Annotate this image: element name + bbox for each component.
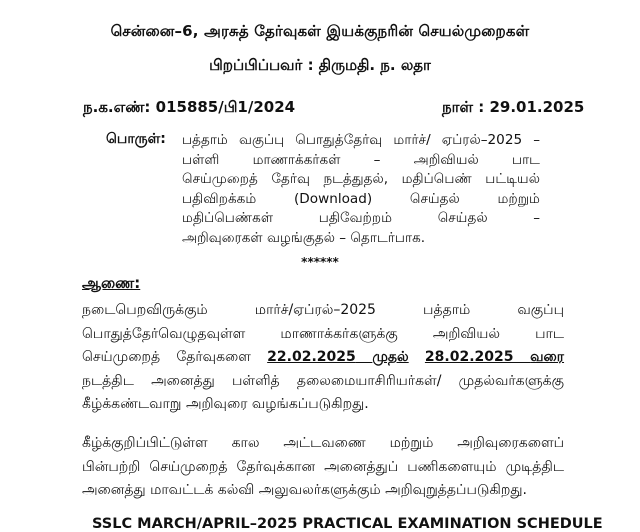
subject-line: செய்முறைத் தேர்வு நடத்துதல், மதிப்பெண் பட்டியல் (182, 171, 540, 187)
end-date: 28.02.2025 வரை (424, 349, 565, 365)
subject-line: அறிவுரைகள் வழங்குதல் – தொடர்பாக. (182, 229, 426, 246)
paragraph-line: நடத்திட அனைத்து பள்ளித் தலைமையாசிரியர்கள்/ முதல்வர்களுக்கு (82, 372, 564, 389)
subject-line: மதிப்பெண்கள் பதிவேற்றம் செய்தல் – (182, 210, 540, 226)
subject-line: பதிவிறக்கம் (Download) செய்தல் மற்றும் (182, 190, 540, 207)
subject-text (182, 131, 540, 248)
department-header: சென்னை–6, அரசுத் தேர்வுகள் இயக்குநரின் செயல்முறைகள் (110, 22, 530, 40)
reference-number: ந.க.எண்: 015885/பி1/2024 (83, 98, 296, 116)
subject-line: பத்தாம் வகுப்பு பொதுத்தேர்வு மார்ச்/ ஏப்ரல்–2025 – (182, 132, 540, 148)
subject-line: பள்ளி மாணாக்கர்கள் – அறிவியல் பாட (182, 151, 540, 168)
order-paragraph-1 (82, 299, 564, 417)
subject-label: பொருள்: (106, 131, 166, 147)
dates-prefix: செய்முறைத் தேர்வுகளை (82, 349, 251, 365)
order-heading: ஆணை: (82, 274, 141, 292)
paragraph-line-dates (82, 346, 564, 370)
issuer-line: பிறப்பிப்பவர் : திருமதி. ந. லதா (209, 56, 431, 74)
schedule-heading: SSLC MARCH/APRIL–2025 PRACTICAL EXAMINATION SCHEDULE (92, 516, 603, 532)
paragraph-line: பின்பற்றி செய்முறைத் தேர்வுக்கான அனைத்துப் பணிகளையும் முடித்திட (82, 458, 564, 475)
paragraph-line: அனைத்து மாவட்டக் கல்வி அலுவலர்களுக்கும் அறிவுறுத்தப்படுகிறது. (82, 482, 527, 498)
paragraph-line: கீழ்க்கண்டவாறு அறிவுரை வழங்கப்படுகிறது. (82, 396, 369, 412)
section-separator: ****** (301, 255, 339, 269)
paragraph-line: கீழ்க்குறிப்பிட்டுள்ள கால அட்டவணை மற்றும் அறிவுரைகளைப் (82, 435, 564, 451)
paragraph-line: நடைபெறவிருக்கும் மார்ச்/ஏப்ரல்–2025 பத்தாம் வகுப்பு (82, 302, 564, 318)
issue-date: நாள் : 29.01.2025 (442, 98, 585, 116)
order-paragraph-2 (82, 432, 564, 503)
start-date: 22.02.2025 முதல் (267, 349, 409, 365)
paragraph-line: பொதுத்தேர்வெழுதவுள்ள மாணாக்கர்களுக்கு அறிவியல் பாட (82, 325, 564, 342)
